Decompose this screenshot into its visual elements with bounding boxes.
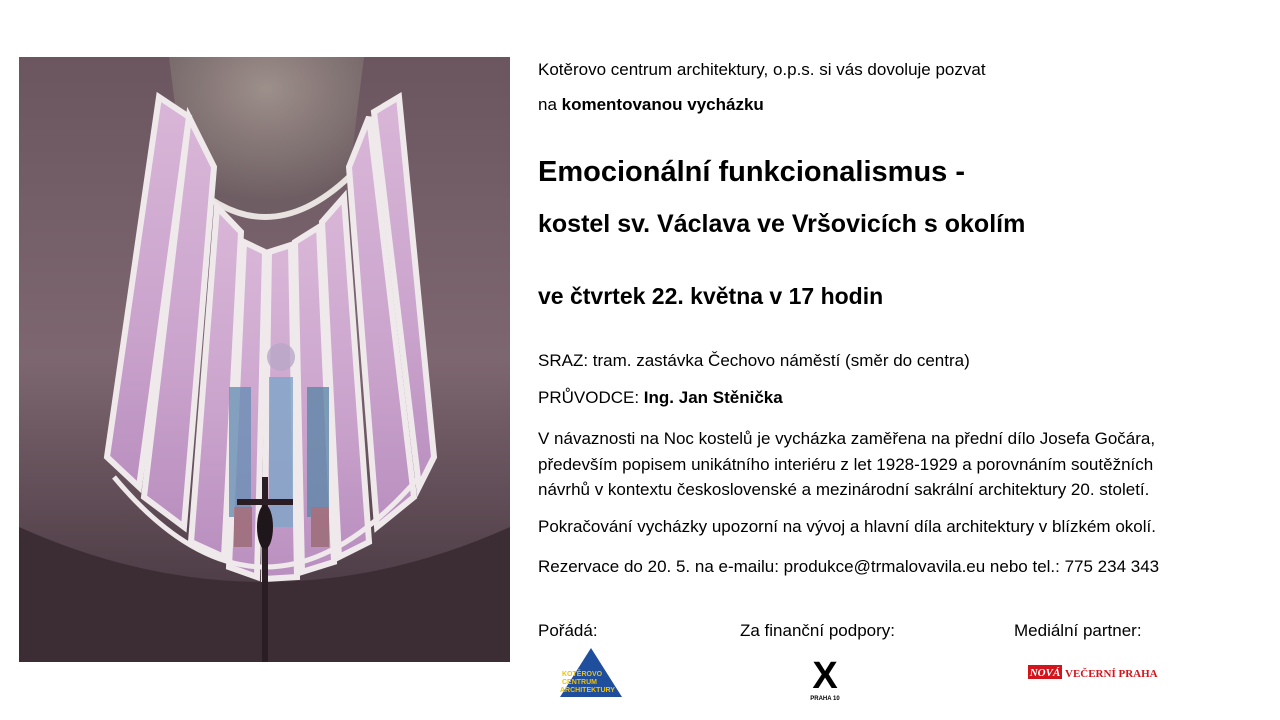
church-interior-photo (19, 57, 510, 662)
description-line: V návaznosti na Noc kostelů je vycházka zaměřena na přední dílo Josefa Gočára, (538, 429, 1156, 448)
event-subtitle: kostel sv. Václava ve Vršovicích s okolím (538, 210, 1026, 238)
intro-line-2 (538, 95, 764, 115)
reservation-text: Rezervace do 20. 5. na e-mailu: produkce@trmalovavila.eu nebo tel.: 775 234 343 (538, 557, 1160, 576)
guide-line (538, 388, 783, 408)
description-line: především popisem unikátního interiéru z let 1928-1929 a porovnáním soutěžních (538, 454, 1154, 474)
koterovo-logo (558, 646, 624, 698)
intro-line: Kotěrovo centrum architektury, o.p.s. si vás dovoluje pozvat (538, 60, 986, 79)
support-label: Za finanční podpory: (740, 621, 895, 640)
event-date: ve čtvrtek 22. května v 17 hodin (538, 283, 884, 309)
event-title: Emocionální funkcionalismus - (538, 156, 966, 188)
koterovo-logo-text: ARCHITEKTURY (560, 687, 615, 694)
vecerni-praha-text: VEČERNÍ PRAHA (1065, 668, 1158, 680)
vecerni-nova-text: NOVÁ (1029, 667, 1061, 679)
praha10-logo (806, 654, 844, 702)
intro-prefix: na (538, 95, 562, 114)
continuation-text: Pokračování vycházky upozorní na vývoj a hlavní díla architektury v blízkém okolí. (538, 517, 1156, 536)
guide-label: PRŮVODCE: (538, 388, 644, 407)
praha10-text: PRAHA 10 (810, 696, 840, 702)
description (538, 426, 1155, 503)
church-window-illustration (19, 57, 510, 662)
description-line: návrhů v kontextu československé a mezinárodní sakrální architektury 20. století. (538, 480, 1150, 499)
meeting-point: SRAZ: tram. zastávka Čechovo náměstí (směr do centra) (538, 351, 970, 370)
media-partner-label: Mediální partner: (1014, 621, 1142, 640)
koterovo-logo-text: KOTĚROVO (562, 671, 603, 678)
intro-bold: komentovanou vycházku (561, 95, 764, 114)
praha10-mark: X (812, 655, 838, 697)
organizer-label: Pořádá: (538, 621, 598, 640)
koterovo-logo-text: CENTRUM (562, 679, 597, 686)
vecerni-praha-logo (1028, 663, 1160, 681)
guide-name: Ing. Jan Stěnička (643, 388, 783, 407)
